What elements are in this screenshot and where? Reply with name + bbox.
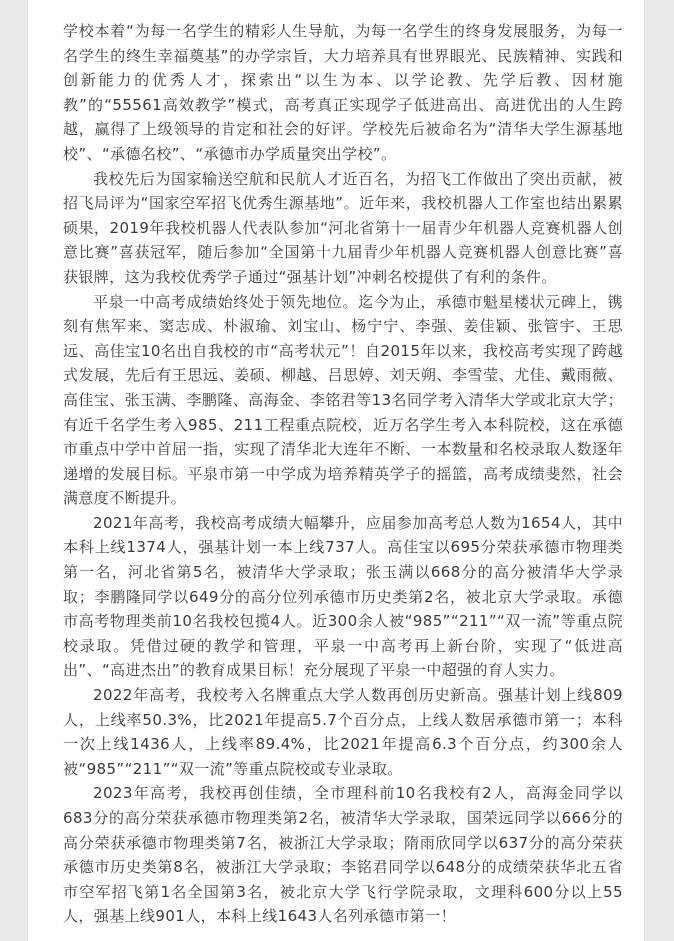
paragraph-pilot-robotics: 我校先后为国家输送空航和民航人才近百名，为招飞工作做出了突出贡献，被招飞局评为“国家空军招飞优秀生源基地”。近年来，我校机器人工作室也结出累累硕果，2019年我校机器人代表队参加“河北省第十一届青少年机器人竞赛机器人创意比赛”喜获冠军，随后参加“全国第十九届青少年机器人竞赛机器人创意比赛”喜获银牌，这为我校优秀学子通过“强基计划”冲刺名校提供了有利的条件。 [63,169,623,286]
paragraph-2022-results: 2022年高考，我校考入名牌重点大学人数再创历史新高。强基计划上线809人，上线率50.3%，比2021年提高5.7个百分点，上线人数居承德市第一；本科一次上线1436人，上线率89.4%，比2021年提高6.3个百分点，约300余人被“985”“211”“双一流”等重点院校或专业录取。 [63,686,623,778]
paragraph-mission: 学校本着“为每一名学生的精彩人生导航，为每一名学生的终身发展服务，为每一名学生的终生幸福奠基”的办学宗旨，大力培养具有世界眼光、民族精神、实践和创新能力的优秀人才，探索出“以生为本、以学论教、先学后教、因材施教”的“55561高效教学”模式，高考真正实现学子低进高出、高进优出的人生跨越，赢得了上级领导的肯定和社会的好评。学校先后被命名为“清华大学生源基地校”、“承德名校”、“承德市办学质量突出学校”。 [63,22,623,163]
paragraph-2021-results: 2021年高考，我校高考成绩大幅攀升，应届参加高考总人数为1654人，其中本科上线1374人，强基计划一本上线737人。高佳宝以695分荣获承德市物理类第一名，河北省第5名，被清华大学录取；张玉满以668分的高分被清华大学录取；李鹏隆同学以649分的高分位列承德市历史类第2名，被北京大学录取。承德市高考物理类前10名我校包揽4人。近300余人被“985”“211”“双一流”等重点院校录取。凭借过硬的教学和管理，平泉一中高考再上新台阶，实现了“低进高出”、“高进杰出”的教育成果目标！充分展现了平泉一中超强的育人实力。 [63,513,623,680]
paragraph-2023-results: 2023年高考，我校再创佳绩，全市理科前10名我校有2人，高海金同学以683分的高分荣获承德市物理类第2名，被清华大学录取，国荣远同学以666分的高分荣获承德市物理类第7名，被浙江大学录取；隋雨欣同学以637分的高分荣获承德市历史类第8名，被浙江大学录取；李铭君同学以648分的成绩荣获华北五省市空军招飞第1名全国第3名，被北京大学飞行学院录取，文理科600分以上55人，强基上线901人，本科上线1643人名列承德市第一！ [63,784,623,926]
article-body [63,19,623,929]
paragraph-exam-history: 平泉一中高考成绩始终处于领先地位。迄今为止，承德市魁星楼状元碑上，镌刻有焦军来、窦志成、朴淑瑜、刘宝山、杨宁宁、李强、姜佳颖、张管宇、王思远、高佳宝10名出自我校的市“高考状元”！自2015年以来，我校高考实现了跨越式发展，先后有王思远、姜硕、柳越、吕思婷、刘天朔、李雪莹、尤佳、戴雨薇、高佳宝、张玉满、李鹏隆、高海金、李铭君等13名同学考入清华大学或北京大学；有近千名学生考入985、211工程重点院校，近万名学生考入本科院校，这在承德市重点中学中首屈一指，实现了清华北大连年不断、一本数量和名校录取人数逐年递增的发展目标。平泉市第一中学成为培养精英学子的摇篮，高考成绩斐然，社会满意度不断提升。 [63,292,623,508]
